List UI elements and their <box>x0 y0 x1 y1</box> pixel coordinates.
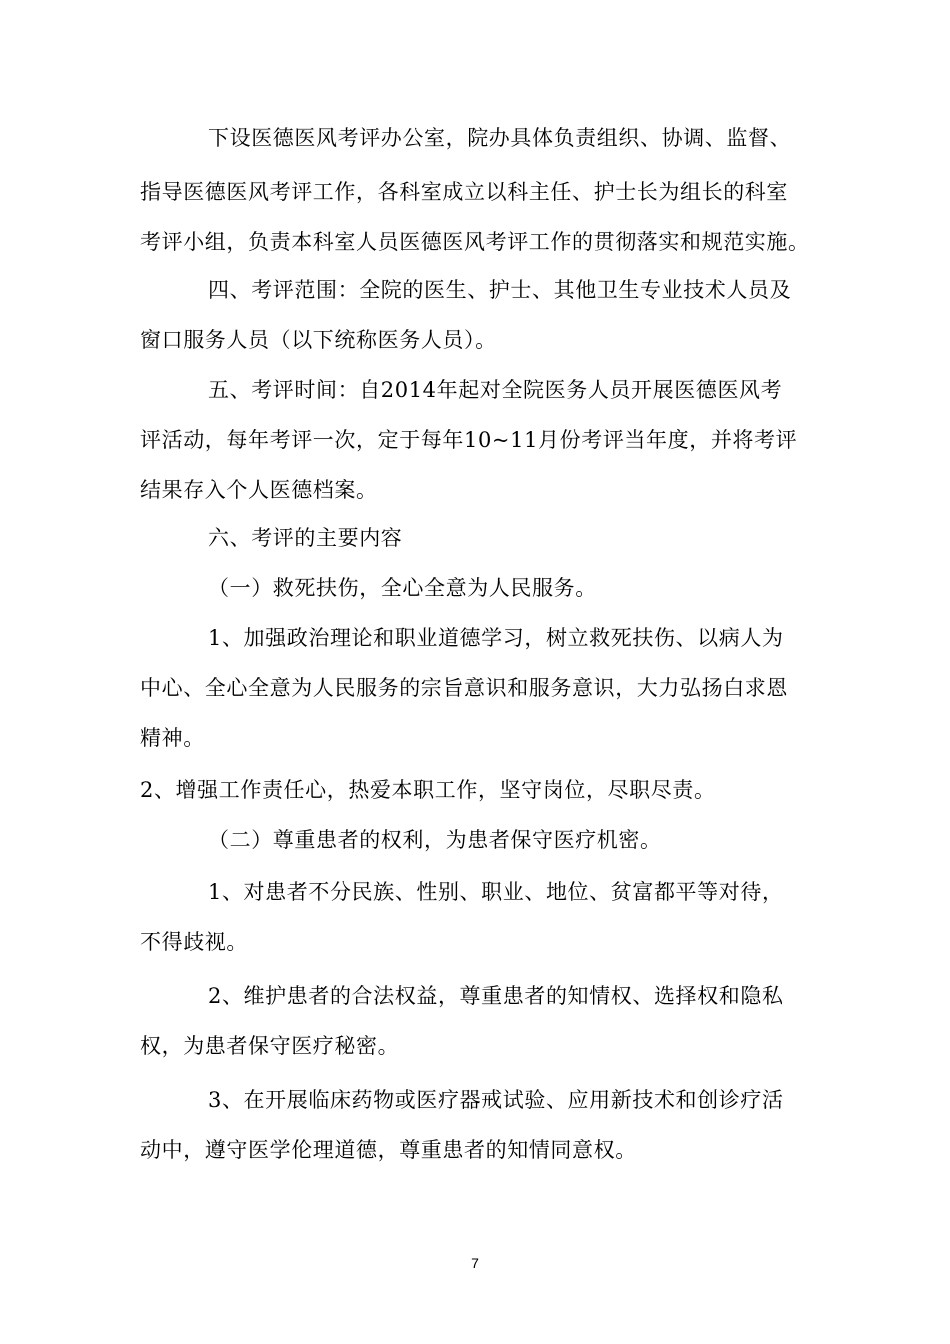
section-heading: 六、考评的主要内容 <box>208 526 403 550</box>
subsection-heading-1: （一）救死扶伤，全心全意为人民服务。 <box>208 576 597 600</box>
paragraph-line-16: 1、对患者不分民族、性别、职业、地位、贫富都平等对待， <box>208 880 784 904</box>
paragraph-line-12: 中心、全心全意为人民服务的宗旨意识和服务意识，大力弘扬白求恩 <box>140 676 788 700</box>
paragraph-line-3: 考评小组，负责本科室人员医德医风考评工作的贯彻落实和规范实施。 <box>140 230 810 254</box>
paragraph-line-5: 窗口服务人员（以下统称医务人员）。 <box>140 328 497 352</box>
paragraph-line-11: 1、加强政治理论和职业道德学习，树立救死扶伤、以病人为 <box>208 626 784 650</box>
paragraph-line-13: 精神。 <box>140 726 205 750</box>
paragraph-line-8: 结果存入个人医德档案。 <box>140 478 378 502</box>
paragraph-line-19: 权，为患者保守医疗秘密。 <box>140 1034 400 1058</box>
paragraph-line-4: 四、考评范围：全院的医生、护士、其他卫生专业技术人员及 <box>208 278 792 302</box>
paragraph-line-17: 不得歧视。 <box>140 930 248 954</box>
paragraph-line-20: 3、在开展临床药物或医疗器戒试验、应用新技术和创诊疗活 <box>208 1088 784 1112</box>
paragraph-line-6: 五、考评时间：自2014年起对全院医务人员开展医德医风考 <box>208 378 783 402</box>
subsection-heading-2: （二）尊重患者的权利，为患者保守医疗机密。 <box>208 828 662 852</box>
paragraph-line-1: 下设医德医风考评办公室，院办具体负责组织、协调、监督、 <box>208 126 792 150</box>
paragraph-line-18: 2、维护患者的合法权益，尊重患者的知情权、选择权和隐私 <box>208 984 784 1008</box>
paragraph-line-21: 动中，遵守医学伦理道德，尊重患者的知情同意权。 <box>140 1138 637 1162</box>
paragraph-line-7: 评活动，每年考评一次，定于每年10~11月份考评当年度，并将考评 <box>140 428 798 452</box>
paragraph-line-2: 指导医德医风考评工作，各科室成立以科主任、护士长为组长的科室 <box>140 180 788 204</box>
page-number: 7 <box>471 1255 479 1271</box>
paragraph-line-14: 2、增强工作责任心，热爱本职工作，坚守岗位，尽职尽责。 <box>140 778 716 802</box>
